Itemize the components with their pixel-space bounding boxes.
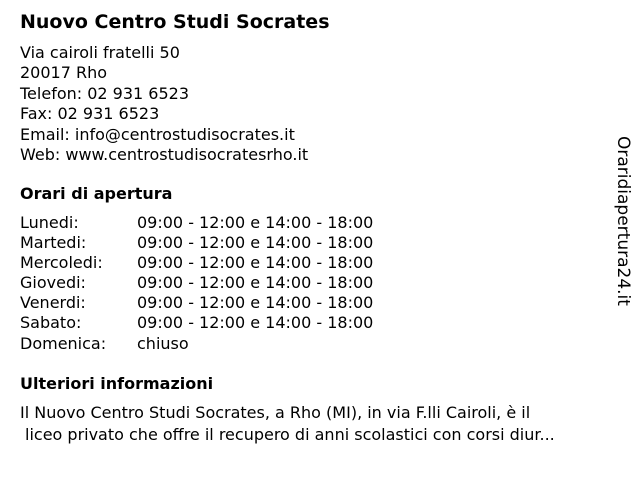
web-line: Web: www.centrostudisocratesrho.it bbox=[20, 145, 309, 165]
hours-time: 09:00 - 12:00 e 14:00 - 18:00 bbox=[137, 293, 374, 313]
brand-watermark: Oraridiapertura24.it bbox=[613, 136, 633, 306]
hours-day: Giovedi: bbox=[20, 273, 86, 293]
opening-hours-heading: Orari di apertura bbox=[20, 184, 173, 203]
contact-block bbox=[20, 43, 308, 165]
phone-line: Telefon: 02 931 6523 bbox=[20, 83, 190, 103]
email-line: Email: info@centrostudisocrates.it bbox=[20, 124, 295, 144]
further-info-heading: Ulteriori informazioni bbox=[20, 374, 214, 393]
hours-time: 09:00 - 12:00 e 14:00 - 18:00 bbox=[137, 313, 374, 333]
city-line: 20017 Rho bbox=[20, 63, 108, 83]
hours-time: 09:00 - 12:00 e 14:00 - 18:00 bbox=[137, 213, 374, 232]
hours-day: Lunedi: bbox=[20, 213, 79, 232]
hours-day: Martedi: bbox=[20, 233, 87, 253]
hours-time: 09:00 - 12:00 e 14:00 - 18:00 bbox=[137, 233, 374, 253]
hours-day: Venerdi: bbox=[20, 293, 86, 313]
hours-time: chiuso bbox=[137, 333, 189, 353]
business-name: Nuovo Centro Studi Socrates bbox=[20, 11, 330, 33]
hours-day: Sabato: bbox=[20, 313, 82, 333]
hours-time: 09:00 - 12:00 e 14:00 - 18:00 bbox=[137, 273, 374, 293]
fax-line: Fax: 02 931 6523 bbox=[20, 104, 160, 124]
description-line: liceo privato che offre il recupero di anni scolastici con corsi diur... bbox=[25, 425, 555, 444]
hours-day: Domenica: bbox=[20, 333, 107, 353]
address-line: Via cairoli fratelli 50 bbox=[20, 43, 180, 62]
hours-day: Mercoledi: bbox=[20, 253, 103, 273]
description-line: Il Nuovo Centro Studi Socrates, a Rho (MI), in via F.lli Cairoli, è il bbox=[20, 403, 531, 422]
description-text bbox=[20, 402, 620, 446]
hours-time: 09:00 - 12:00 e 14:00 - 18:00 bbox=[137, 253, 374, 273]
